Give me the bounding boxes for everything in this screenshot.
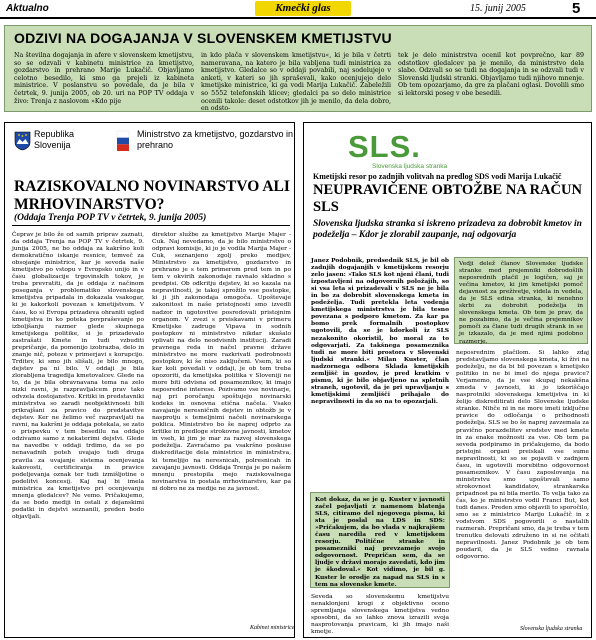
- sls-quote-box: Kot dokaz, da se je g. Kuster v javnosti začel pojavljati z namenom blatenja SLS, citiramo del njegovega pisma, ki sta je poslal na LDS in SDS: »Pričakujem, da bo vlada v najkrajšem času naredila red v kmetijskem resorju. Politične stranke in posamezniki naj prevzamejo svojo odgovornost. Prepričan sem, da se ljudje v državi morajo zavedati, kdo jim je škodoval.« Kot vidimo, je bil g. Kuster le orodje za napad na SLS in s tem na slovenske kmete.: [310, 492, 450, 588]
- ministry-name: Ministrstvo za kmetijstvo, gozdarstvo in prehrano: [137, 129, 294, 150]
- coat-of-arms-icon: [14, 131, 31, 151]
- sls-signature: Slovenska ljudska stranka: [520, 626, 583, 632]
- sls-logo-subtitle: Slovenska ljudska stranka: [372, 163, 448, 170]
- ministry-body-column-1: Čeprav je bilo že od samih priprav zaznati, da oddaja Trenja na POP TV v četrtek, 9. junija 2005, ne bo oddaja za kakršno koli demokratično iskanje resnice, temveč za obsojanje ministrice, kar je seveda naše kmetijstvo po vstopu v Evropsko unijo in v času globalizacije trgovinskih tokov, je treba prevratiti, da je oddaja z načinom poseganja v problematiko slovenskega kmetijstva pripadala in dokazala vsakogar, ki je kakorkoli povezan s kmetijstvom. V času, ko si Evropa prizadeva ohraniti ugled kmetijstva in ko poteka povpraševanje po izboljšanju razmer glede skupnega kmetijskega politike, si je prizadevalo zastrašati Kmete in tudi vzbuditi prepričanje, da pomenijo izobrazba, delo in znanje nič, poteze v primerjavi s korupcijo. Trditev, ki smo jih slišali, je bilo mnogo, dejstev pa ni bilo. V oddaji je bila zlorabljena tragedija kmetovalcev. Glede na to, da je bila obravnavana tema na zelo nizki ravni, je razpravljalcem prav tako odvzela dostojanstvo. Kritiki in predstavniki ministrstva so zaradi neobjektivnosti bili prikrajšani za pravico do predstavitve dejstev. Ker ne želimo več razpravljati na ravni, na kakršni je oddaja potekala, se zato o prispevku v tem besedilu na oddajo odzivamo samo z nekaterimi dejstvi. Glede na navedbe v oddaji trdimo, da se po nenavadnih poteh uvajajo tudi druga pravila za uvajanje sistema ocenjevanja kakovosti, certificiranja in pravice podeljevanja oznak ter tudi izmišljotine o podelitvi koncesij. Kaj naj bi imela ministrica za kmetijstvo pri ocenjevanju mnenja gledalcev? Ne vemo. Pričakujemo, da se bodo mediji in ostali z dejanskimi podatki in dejstvi seznanili, preden bodo objavljali.: [12, 232, 144, 520]
- sls-logo: [348, 129, 486, 170]
- subtitle-divider: [12, 225, 290, 226]
- sls-body-column-2: neposrednim plačilom. Si lahko zdaj predstavljamo slovenskega kmeta, ki živi na podeželju, ne da bi bil povezan s kmetijsko politiko in ne bi imel do njega pravice? Verjamemo, da je vse skupaj nekakšna zmeda v javnosti, ki jo izkoriščajo nasprotniki slovenskega kmetijstva in ki želijo diskreditirati delo Slovenske ljudske stranke. Nihče ni in ne more imeti izključne pravice do odločanja o prihodnosti podeželja. SLS se bo še naprej zavzemala za pravično porazdelitev sredstev med kmete in za enake možnosti za vse. Ob tem pa seveda podpiramo in pričakujemo, da bodo pristojni organi preiskali vse sume nepravilnosti, ki so se pojavili v zadnjem času, in ugotovili morebitno odgovornost posameznikov. V času zaposlovanja na ministrstvu smo upoštevali samo strokovnost kandidatov, strankarska pripadnost pa ni bila merilo. To velja tako za čas, ko je ministrstvo vodil Franci But, kot tudi danes. Preden smo objavili to sporočilo, smo se z ministrico Marijo Lukačič in z vodstvom SDS pogovorili o nastalih razmerah. Prepričani smo, da je treba v tem trenutku delovati združeno in si ne očitati nepravilnosti. Janez Podobnik je ob tem poudaril, da je SLS vedno ravnala odgovorno.: [456, 350, 589, 561]
- ministry-article-subtitle: (Oddaja Trenja POP TV v četrtek, 9. junija 2005): [14, 213, 207, 223]
- newspaper-logo: Kmečki glas: [255, 1, 351, 16]
- issue-date: 15. junij 2005: [470, 3, 526, 14]
- flag-icon: [117, 131, 129, 151]
- sls-article-subtitle: Slovenska ljudska stranka si iskreno prizadeva za dobrobit kmetov in podeželja – Kdor je zlorabil zaupanje, naj odgovarja: [313, 219, 582, 240]
- intro-column-3: tek je delo ministrstva ocenil kot povprečno, kar 89 odstotkov gledalcev pa je menilo, da ministrstvo dela slabo. Odzvali so se tudi na dogajanja in se odzvali tudi v Slovenski ljudski stranki. Objavljamo tudi njihovo mnenje. Ob tem opozarjamo, da gre za plačani oglasi. Dovolili smo si lektorski poseg v obe besedili.: [398, 52, 584, 97]
- intro-column-2: in kdo plača v slovenskem kmetijstvu«, ki je bila v četrti nameravana, na katero je bila vabljena tudi ministrica za kmetijstvo. Gledalce so v oddaji povabili, naj sodelujejo v anketi, v kateri so jih spraševali, kako ocenjujejo delo kmetijske ministrice, ki ga vodi Marija Lukačič. Zabeležili so 5552 telefonskih klicev; gledalci pa so delo ministrice ocenili takole: deset odstotkov jih je menilo, da dela dobro, en odsto-: [201, 52, 391, 113]
- section-label: Aktualno: [6, 3, 49, 14]
- ministry-article-title: RAZISKOVALNO NOVINARSTVO ALI MRHOVINARSTVO?: [14, 178, 290, 213]
- intro-title: ODZIVI NA DOGAJANJA V SLOVENSKEM KMETIJSTVU: [14, 30, 392, 46]
- intro-column-1: Na številna dogajanja in afere v slovenskem kmetijstvu, so se odzvali v kabinetu ministrice za kmetijstvo, gozdarstvo in prehrano Marije Lukačič. Objavljamo celotno besedilo, ki smo ga prejeli iz kabineta ministrice. V poslanstvu so povedale, da je bila v četrtek, 9. junija 2005, ob 20. uri na POP TV oddaja v živo: Trenja z naslovom »Kdo pije: [14, 52, 194, 105]
- sls-article-title: NEUPRAVIČENE OBTOŽBE NA RAČUN SLS: [313, 182, 582, 215]
- sls-logo-text: SLS.: [348, 129, 421, 164]
- sls-body-column-1: Janez Podobnik, predsednik SLS, je bil ob zadnjih dogajanjih v kmetijskem resorju zelo jasen: »Tako SLS kot njeni člani, tudi izpostavljeni na odgovornih položajih, so si vsa leta si prizadevali v SLS ne je bila in bo za dobrobit slovenskega kmeta in podeželja. Tudi pretekla leta vodenja kmetijskega ministrstva je bila tesno povezana s podporo kmetom. Za kar pa bomo prek formalnih postopkov ugotovili, da se je kdorkoli iz SLS nezakonito okoristil, bo moral za to odgovarjati. Za takšnega posameznika tudi ne more biti prostora v Slovenski ljudski stranki.« Milan Kuster, član nadzornega odbora Skladа kmetijskih zemljišč in gozdov, je pred kratkim v pismu, ki je bilo objavljeno na spletnih straneh, ugotovil, da je pri upravljanju s kmetijskimi zemljišči prihajalo do nepravilnosti in da so na to opozarjali.: [311, 257, 449, 405]
- page-number: 5: [572, 0, 581, 17]
- sls-body-column-1-continued: Seveda so slovenskemu kmetijstvu nenaklonjeni krogi z objektivno oceno spremljanja slovenskega kmetijstva vedno sposobni, da so lahko znova izrazili svoja nasprotovanja pravicam, ki jih imajo naši kmetje.: [311, 594, 449, 636]
- ministry-signature: Kabinet ministrice: [250, 625, 295, 631]
- republic-name: Republika Slovenija: [34, 129, 75, 150]
- header-divider: [0, 17, 596, 19]
- ministry-body-column-2: direktor službe za kmetijstvo Marije Majer - Cuk. Naj nevedamo, da je bilo ministrstvo o odpravi komisije, ki jo je vodila Marija Majer - Cuk, seznanjeno zgolj preko medijev, Ministrstvo za kmetijstvo, gozdarstvo in prehrano je s tem primerom pred tem in po tem v okvirih zakonodaje ravnalo skladno s predpisi. Ob odkritju dejstev, ki so kazala na nepravilnosti, je takoj sprožilo vse postopke, ki ji jih zakonodaja omogoča. Upoštevaje zakonitost in naše pristojnosti smo izvedli nadzor in ugotovitve posredovali pristojnim organom. V zvezi s preiskavami v primeru Kmetijske zadruge Vipava in sodnih postopkov ni ministrstvo nikdar skušalo vplivati na delo neodvisnih institucij. Zaradi pravnega reda in načel pravne države ministrstvo ne more razkrivati podrobnosti postopkov, ki še niso zaključeni. Vsem, ki so kar koli povedali v oddaji, je ob tem treba opozoriti, da kmetijska politika v Sloveniji ne more biti odvisna od posameznikov, ki imajo neposredne interese. Pozivamo vse novinarje, naj pri poročanju spoštujejo novinarski kodeks in osnovna etična načela. Vsako navajanje neresničnih dejstev in obtožb je v nasprotju s temeljnimi načeli novinarskega poklica. Ministrstvo bo še naprej odprto za kritike in predloge strokovne javnosti, kmetov in vseh, ki jim je mar za razvoj slovenskega podeželja. Zavračamo pa vsakršno poskuse diskreditacije dela ministrice in ministrstva, ki temeljijo na neresnicah, polresnicah in zavajanju javnosti. Oddaja Trenja je po našem mnenju prestopila mejo raziskovalnega novinarstva in postala mrhovinarstvo, kar pa ni dobro ne za medije ne za javnost.: [152, 232, 291, 492]
- sls-article-kicker: Kmetijski resor po zadnjih volitvah na predlog SDS vodi Marija Lukačič: [313, 172, 562, 181]
- sls-highlight-box: Vedji delež članov Slovenske ljudske stranke med prejemniki dobrodošlih neposrednih plačil je logičen, saj je večina kmetov, ki jim kmetijski pomoč dejavnost za preživetje, videla in vedela, da je SLS edina stranka, ki nenehno skrbi za dobrobit podeželja in slovenskega kmeta. Ob tem je prav, da ne pozabimo, da je večina prejemnikov pomoči za člane tudi drugih strank in se je izkazalo, da je med njimi podobno razmerje.: [454, 257, 588, 344]
